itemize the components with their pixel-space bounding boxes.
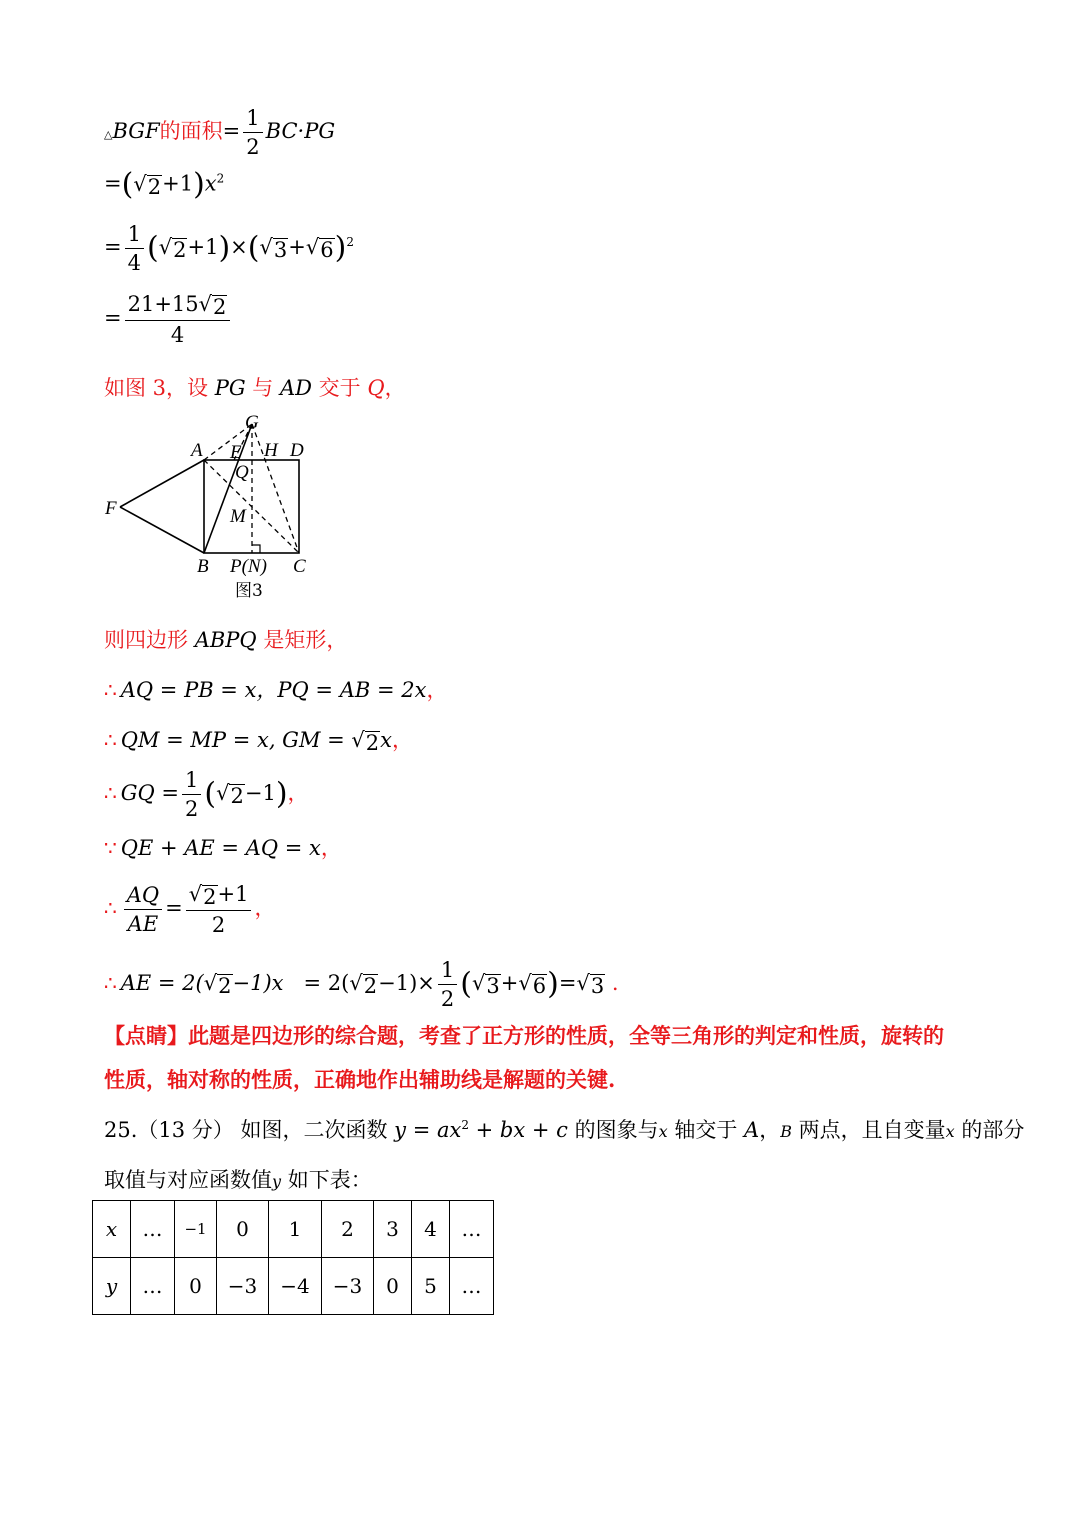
- table-cell: 0: [374, 1258, 412, 1315]
- label-e: E: [230, 442, 242, 463]
- right-angle-mark: [252, 545, 260, 553]
- table-row-y: [93, 1258, 494, 1315]
- table-cell: …: [450, 1201, 494, 1258]
- figure-intro: 如图 3，设 PG 与 AD 交于 Q，: [104, 376, 406, 400]
- rect-conclusion: 则四边形 ABPQ 是矩形，: [104, 628, 348, 652]
- table-cell: −3: [322, 1258, 374, 1315]
- row-label-y: y: [93, 1258, 131, 1315]
- comment-line-1: 【点睛】此题是四边形的综合题，考查了正方形的性质，全等三角形的判定和性质，旋转的: [104, 1023, 944, 1048]
- comment-line-2: 性质，轴对称的性质，正确地作出辅助线是解题的关键.: [104, 1067, 616, 1092]
- table-cell: …: [450, 1258, 494, 1315]
- label-q: Q: [235, 462, 249, 483]
- line-qm-eq: ∴ QM = MP = x, GM = √ 2 x，: [104, 728, 414, 755]
- triangle-name: BGF: [112, 119, 160, 144]
- problem-25-line-2: 取值与对应函数值y 如下表：: [104, 1168, 372, 1192]
- label-g: G: [245, 412, 259, 433]
- table-cell: −3: [217, 1258, 269, 1315]
- table-cell: −1: [175, 1201, 217, 1258]
- row-label-x: x: [93, 1201, 131, 1258]
- table-cell: 5: [412, 1258, 450, 1315]
- table-row-x: [93, 1201, 494, 1258]
- sqrt-expr: √ 2: [133, 171, 162, 199]
- triangle-symbol: △: [104, 128, 113, 142]
- half-fraction: $\frac{1}{2}$: [243, 106, 262, 159]
- value-table: [92, 1200, 494, 1315]
- step1-line: =( √ 2 $+1)x^2$: [104, 167, 225, 202]
- area-formula-line: △BGF的面积= $\frac{1}{2}$ BC·PG: [104, 106, 336, 160]
- line-bg: [204, 424, 252, 553]
- table-cell: 0: [217, 1201, 269, 1258]
- label-a: A: [191, 440, 203, 461]
- label-c: C: [293, 556, 306, 577]
- figure-3-diagram: [100, 410, 320, 605]
- line-ae-eq: ∴ AE = 2( √ 2 −1)x = 2( √ 2 −1)× $\frac{1}{2}$ ( √ 3 + √ 6 )= √ 3 .: [104, 958, 619, 1012]
- table-cell: 4: [412, 1201, 450, 1258]
- table-cell: 1: [269, 1201, 322, 1258]
- line-gq-eq: ∴ GQ = $\frac{1}{2}$ ( √ 2 −1)，: [104, 768, 309, 822]
- line-af: [120, 460, 204, 507]
- label-m: M: [230, 506, 246, 527]
- label-b: B: [197, 556, 209, 577]
- area-label: 的面积: [159, 119, 223, 144]
- comment-tag: 【点睛】: [104, 1023, 188, 1048]
- label-h: H: [264, 440, 278, 461]
- line-ratio: ∴ $\frac{AQ}{AE}$ = √ 2 +1 2 ，: [104, 882, 276, 938]
- line-aq-eq: ∴ AQ = PB = x，PQ = AB = 2x，: [104, 678, 448, 702]
- table-cell: −4: [269, 1258, 322, 1315]
- figure-caption: 图3: [235, 581, 263, 601]
- line-fb: [120, 507, 204, 553]
- table-cell: 0: [175, 1258, 217, 1315]
- label-f: F: [105, 498, 117, 519]
- label-d: D: [290, 440, 304, 461]
- step2-line: = $\frac{1}{4}$ ( √ 2 +1)×( √ 3 + √ 6 )$^2$: [104, 222, 354, 276]
- table-cell: …: [131, 1258, 175, 1315]
- problem-25-line-1: 25.（13 分） 如图，二次函数 $y = ax^2$ + bx + c 的图象与x 轴交于 A，B 两点，且自变量x 的部分: [104, 1118, 1025, 1142]
- table-cell: 3: [374, 1201, 412, 1258]
- table-cell: 2: [322, 1201, 374, 1258]
- table-cell: …: [131, 1201, 175, 1258]
- step3-line: = 21+15 √ 2 4: [104, 292, 233, 347]
- label-pn: P(N): [230, 556, 267, 577]
- line-qe-eq: ∵ QE + AE = AQ = x，: [104, 836, 342, 860]
